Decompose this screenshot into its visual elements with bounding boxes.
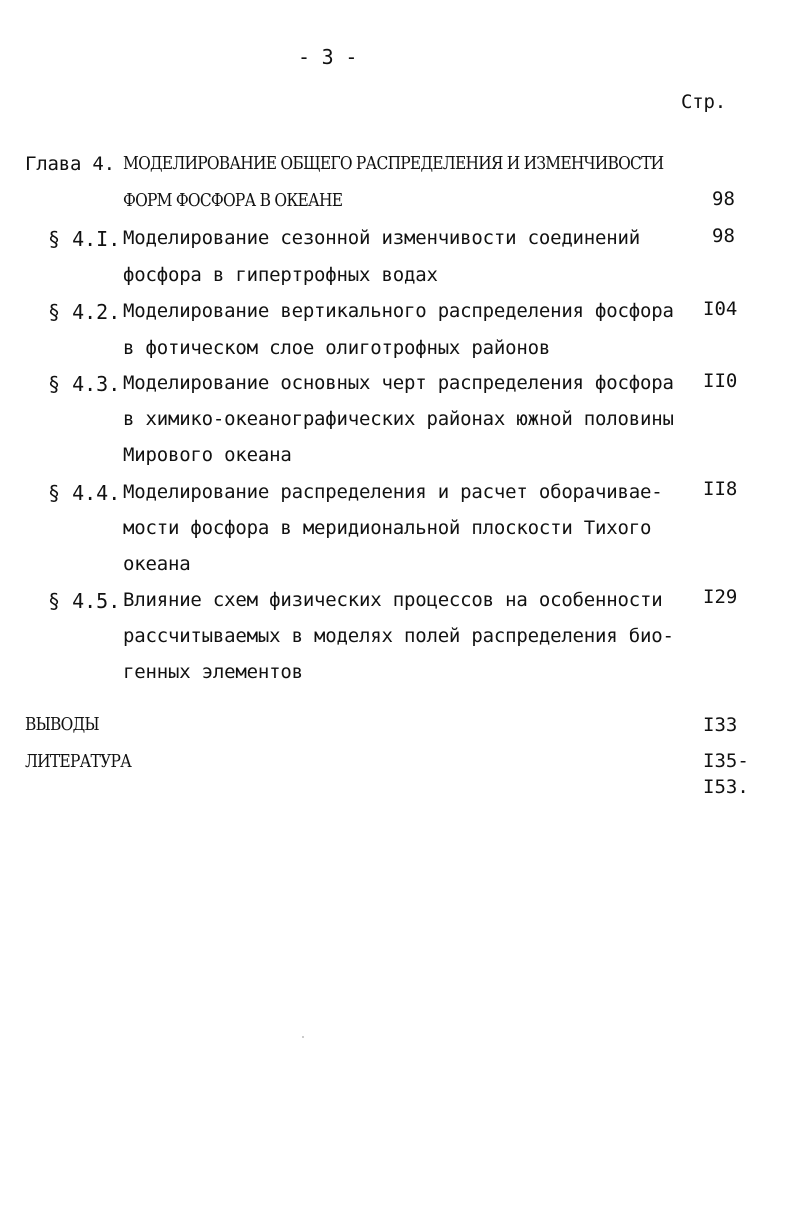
section-title-line: Мирового океана xyxy=(123,444,292,466)
section-number: § 4.3. xyxy=(48,372,121,396)
literature-label: ЛИТЕРАТУРА xyxy=(25,751,132,772)
section-page: 98 xyxy=(712,225,735,247)
section-title-line: фосфора в гипертрофных водах xyxy=(123,264,438,286)
conclusions-label: ВЫВОДЫ xyxy=(25,714,99,735)
section-title-line: в фотическом слое олиготрофных районов xyxy=(123,337,551,359)
page-number: - 3 - xyxy=(298,45,358,69)
section-title-line: мости фосфора в меридиональной плоскости Тихого xyxy=(123,517,652,539)
section-number: § 4.5. xyxy=(48,589,121,613)
literature-page-end: I53. xyxy=(703,776,749,798)
section-title-line: Моделирование основных черт распределения фосфора xyxy=(123,372,674,394)
chapter-page: 98 xyxy=(712,188,735,210)
section-page: I29 xyxy=(703,586,738,608)
section-title-line: рассчитываемых в моделях полей распределения био- xyxy=(123,625,674,647)
section-title-line: океана xyxy=(123,553,191,575)
chapter-label: Глава 4. xyxy=(25,153,115,175)
scan-speck xyxy=(302,1036,304,1038)
section-page: I04 xyxy=(703,298,738,320)
conclusions-page: I33 xyxy=(703,714,738,736)
section-title-line: Влияние схем физических процессов на особенности xyxy=(123,589,663,611)
section-title-line: в химико-океанографических районах южной половины xyxy=(123,408,674,430)
page-column-header: Стр. xyxy=(681,91,726,113)
section-number: § 4.2. xyxy=(48,300,121,324)
section-title-line: Моделирование сезонной изменчивости соединений xyxy=(123,227,640,249)
section-page: II8 xyxy=(703,478,738,500)
section-title-line: генных элементов xyxy=(123,661,303,683)
section-number: § 4.4. xyxy=(48,481,121,505)
section-page: II0 xyxy=(703,370,738,392)
section-number: § 4.I. xyxy=(48,227,121,251)
section-title-line: Моделирование распределения и расчет оборачивае- xyxy=(123,481,663,503)
chapter-title-line-1: МОДЕЛИРОВАНИЕ ОБЩЕГО РАСПРЕДЕЛЕНИЯ И ИЗМЕНЧИВОСТИ xyxy=(123,153,664,174)
literature-page-start: I35- xyxy=(703,750,749,772)
section-title-line: Моделирование вертикального распределения фосфора xyxy=(123,300,674,322)
chapter-title-line-2: ФОРМ ФОСФОРА В ОКЕАНЕ xyxy=(123,190,343,211)
